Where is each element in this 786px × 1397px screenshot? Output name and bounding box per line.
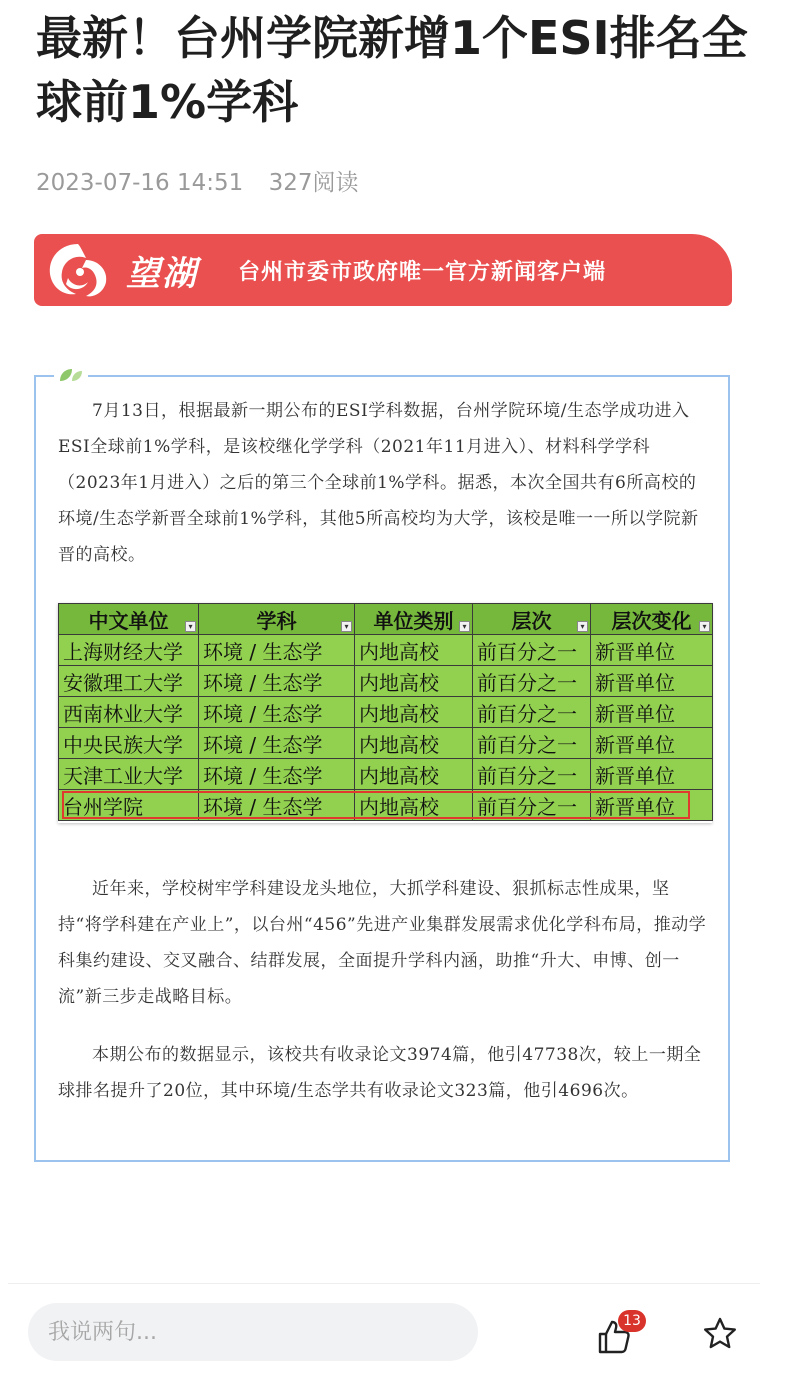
- table-cell: 内地高校: [355, 666, 473, 697]
- read-count: 327阅读: [268, 170, 359, 196]
- table-cell: 环境 / 生态学: [199, 666, 355, 697]
- filter-active-icon[interactable]: ▾: [699, 621, 710, 632]
- like-count-badge: 13: [618, 1310, 646, 1332]
- banner-slogan: 台州市委市政府唯一官方新闻客户端: [238, 260, 607, 285]
- star-icon[interactable]: [702, 1316, 738, 1352]
- comment-input[interactable]: [28, 1303, 478, 1361]
- table-header-row: [59, 604, 713, 635]
- article-paragraph-1: 7月13日，根据最新一期公布的ESI学科数据，台州学院环境/生态学成功进入ESI全球前1%学科，是该校继化学学科（2021年11月进入）、材料科学学科（2023年1月进入）之后的第三个全球前1%学科。据悉，本次全国共有6所高校的环境/生态学新晋全球前1%学科，其他5所高校均为大学，该校是唯一一所以学院新晋的高校。: [58, 401, 699, 565]
- table-cell: 前百分之一: [473, 759, 591, 790]
- table-cell: 台州学院: [59, 790, 199, 821]
- table-row: [59, 697, 713, 728]
- article-paragraph-3: 本期公布的数据显示，该校共有收录论文3974篇，他引47738次，较上一期全球排名提升了20位，其中环境/生态学共有收录论文323篇，他引4696次。: [58, 1045, 702, 1101]
- article-content-box: [34, 375, 730, 1162]
- filter-dropdown-icon[interactable]: ▾: [577, 621, 588, 632]
- table-cell: 内地高校: [355, 728, 473, 759]
- table-cell: 环境 / 生态学: [199, 697, 355, 728]
- bottom-action-bar: [8, 1283, 760, 1397]
- table-cell: 新晋单位: [591, 635, 713, 666]
- table-row: [59, 728, 713, 759]
- table-cell: 前百分之一: [473, 666, 591, 697]
- table-cell: 内地高校: [355, 790, 473, 821]
- article-meta: [36, 164, 358, 197]
- table-row: [59, 666, 713, 697]
- table-row-highlighted: [59, 790, 713, 821]
- table-cell: 西南林业大学: [59, 697, 199, 728]
- leaf-decoration-icon: [54, 365, 88, 385]
- filter-active-icon[interactable]: ▾: [341, 621, 352, 632]
- publish-date: 2023-07-16 14:51: [36, 170, 244, 196]
- table-header-cell: 单位类别 ▾: [355, 604, 473, 635]
- table-cell: 新晋单位: [591, 790, 713, 821]
- table-cell: 环境 / 生态学: [199, 728, 355, 759]
- wanghu-logo-icon: [42, 238, 116, 302]
- table-cell: 环境 / 生态学: [199, 635, 355, 666]
- filter-dropdown-icon[interactable]: ▾: [459, 621, 470, 632]
- table-cell: 内地高校: [355, 697, 473, 728]
- filter-dropdown-icon[interactable]: ▾: [185, 621, 196, 632]
- table-header-cell: 中文单位 ▾: [59, 604, 199, 635]
- esi-ranking-table: [58, 603, 712, 823]
- table-cell: 内地高校: [355, 759, 473, 790]
- article-paragraph-2: 近年来，学校树牢学科建设龙头地位，大抓学科建设、狠抓标志性成果，坚持“将学科建在产业上”，以台州“456”先进产业集群发展需求优化学科布局，推动学科集约建设、交叉融合、结群发展，全面提升学科内涵，助推“升大、申博、创一流”新三步走战略目标。: [58, 879, 707, 1007]
- table-cell: 中央民族大学: [59, 728, 199, 759]
- table-row: [59, 759, 713, 790]
- table-header-cell: 层次 ▾: [473, 604, 591, 635]
- table-cell: 新晋单位: [591, 697, 713, 728]
- table-cell: 新晋单位: [591, 728, 713, 759]
- table-cell: 前百分之一: [473, 697, 591, 728]
- table-cell: 新晋单位: [591, 666, 713, 697]
- table-cell: 安徽理工大学: [59, 666, 199, 697]
- app-banner[interactable]: [34, 234, 732, 306]
- table-cell: 天津工业大学: [59, 759, 199, 790]
- table-header-cell: 学科 ▾: [199, 604, 355, 635]
- table-cell: 上海财经大学: [59, 635, 199, 666]
- article-title: 最新！台州学院新增1个ESI排名全球前1%学科: [36, 11, 748, 129]
- table-header-cell: 层次变化 ▾: [591, 604, 713, 635]
- table-row: [59, 635, 713, 666]
- table-cell: 前百分之一: [473, 728, 591, 759]
- table-cell: 环境 / 生态学: [199, 759, 355, 790]
- table-cell: 前百分之一: [473, 790, 591, 821]
- banner-logo-text: 望湖: [126, 254, 198, 294]
- table-cell: 前百分之一: [473, 635, 591, 666]
- table-cell: 环境 / 生态学: [199, 790, 355, 821]
- table-cell: 新晋单位: [591, 759, 713, 790]
- table-cell: 内地高校: [355, 635, 473, 666]
